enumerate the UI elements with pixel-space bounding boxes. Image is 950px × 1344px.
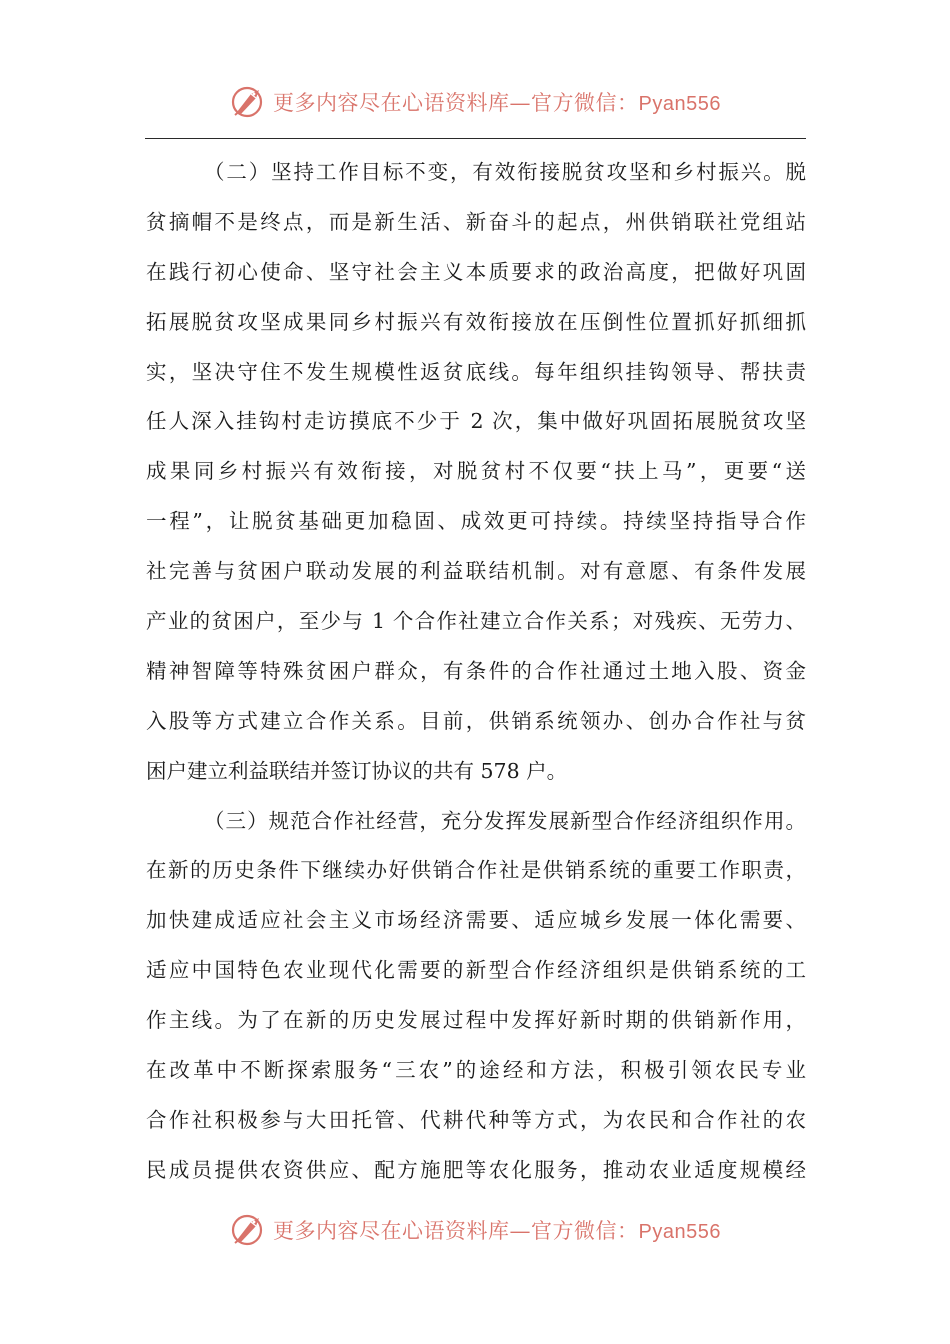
footer-banner (0, 1208, 950, 1252)
header-banner-wechat-id: Pyan556 (638, 93, 721, 115)
text-line-17: 适应中国特色农业现代化需要的新型合作经济组织是供销系统的工 (146, 958, 806, 983)
header-divider (145, 138, 806, 139)
text-line-10: 产业的贫困户，至少与 1 个合作社建立合作关系；对残疾、无劳力、 (146, 609, 806, 634)
pen-nib-logo-icon (229, 1210, 269, 1250)
text-line-11: 精神智障等特殊贫困户群众，有条件的合作社通过土地入股、资金 (146, 658, 806, 683)
text-line-15: 在新的历史条件下继续办好供销合作社是供销系统的重要工作职责， (146, 858, 806, 883)
text-line-3: 在践行初心使命、坚守社会主义本质要求的政治高度，把做好巩固 (146, 259, 806, 284)
footer-banner-label: 更多内容尽在心语资料库—官方微信： (273, 1219, 639, 1243)
text-line-2: 贫摘帽不是终点，而是新生活、新奋斗的起点，州供销联社党组站 (146, 209, 806, 234)
text-line-14: （三）规范合作社经营，充分发挥发展新型合作经济组织作用。 (204, 808, 806, 833)
pen-nib-logo-icon (229, 82, 269, 122)
text-line-5: 实，坚决守住不发生规模性返贫底线。每年组织挂钩领导、帮扶责 (146, 359, 806, 384)
text-line-8: 一程”，让脱贫基础更加稳固、成效更可持续。持续坚持指导合作 (146, 509, 806, 534)
text-line-20: 合作社积极参与大田托管、代耕代种等方式，为农民和合作社的农 (146, 1107, 806, 1132)
text-line-6: 任人深入挂钩村走访摸底不少于 2 次，集中做好巩固拓展脱贫攻坚 (146, 409, 806, 434)
text-line-7: 成果同乡村振兴有效衔接，对脱贫村不仅要“扶上马”，更要“送 (146, 459, 806, 484)
footer-banner-wechat-id: Pyan556 (638, 1221, 721, 1243)
header-banner-text (273, 87, 721, 117)
text-line-18: 作主线。为了在新的历史发展过程中发挥好新时期的供销新作用， (146, 1008, 806, 1033)
text-line-16: 加快建成适应社会主义市场经济需要、适应城乡发展一体化需要、 (146, 908, 806, 933)
document-body (146, 148, 806, 1196)
text-line-19: 在改革中不断探索服务“三农”的途经和方法，积极引领农民专业 (146, 1058, 806, 1083)
text-line-13: 困户建立利益联结并签订协议的共有 578 户。 (146, 758, 568, 783)
footer-banner-text (273, 1215, 721, 1245)
header-banner (0, 80, 950, 124)
text-line-9: 社完善与贫困户联动发展的利益联结机制。对有意愿、有条件发展 (146, 559, 806, 584)
text-line-4: 拓展脱贫攻坚成果同乡村振兴有效衔接放在压倒性位置抓好抓细抓 (146, 309, 806, 334)
text-line-21: 民成员提供农资供应、配方施肥等农化服务，推动农业适度规模经 (146, 1157, 806, 1182)
header-banner-label: 更多内容尽在心语资料库—官方微信： (273, 91, 639, 115)
text-line-12: 入股等方式建立合作关系。目前，供销系统领办、创办合作社与贫 (146, 708, 806, 733)
text-line-1: （二）坚持工作目标不变，有效衔接脱贫攻坚和乡村振兴。脱 (204, 160, 806, 184)
